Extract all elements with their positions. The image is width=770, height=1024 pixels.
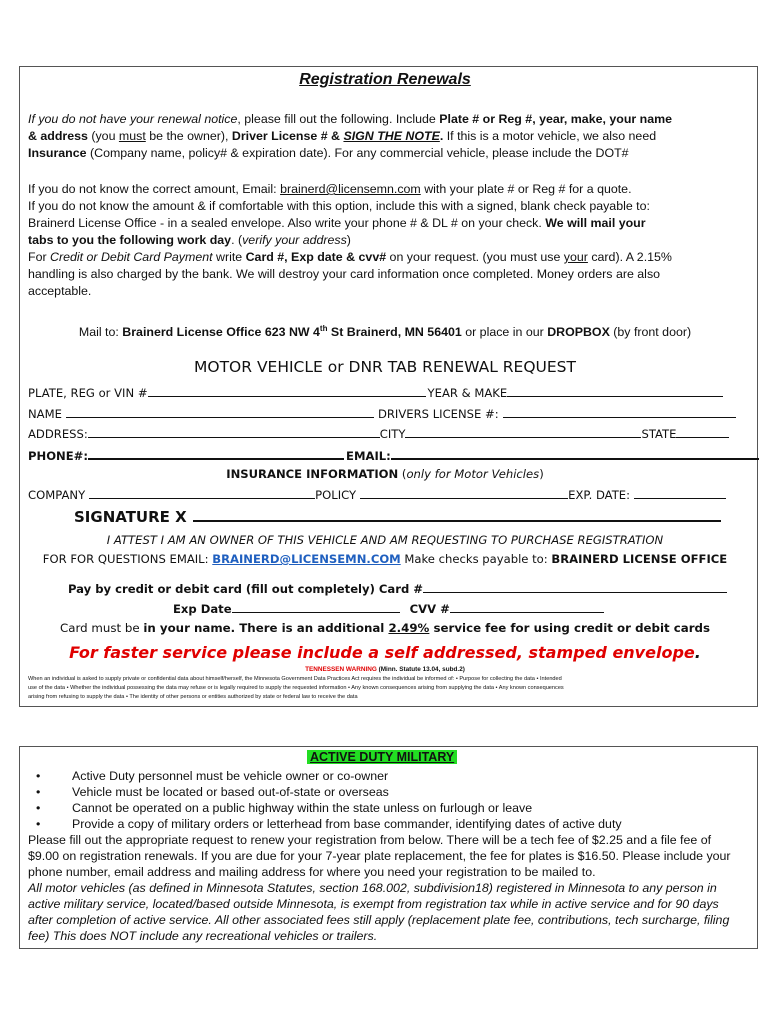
amount-line-1: If you do not know the correct amount, Email: brainerd@licensemn.com with your plate # or Reg # for a quote.	[28, 182, 632, 196]
intro-line-2: & address (you must be the owner), Driver License # & SIGN THE NOTE. If this is a motor vehicle, we also need	[28, 129, 657, 143]
quote-email-link[interactable]: brainerd@licensemn.com	[280, 182, 421, 196]
tennessen-line-1: When an individual is asked to supply private or confidential data about himself/herself, the Minnesota Government Data Practices Act requires the individual be informed of: • Purpose for collecting the data • Intended	[28, 676, 562, 682]
page-title: Registration Renewals	[299, 71, 471, 88]
tennessen-line-3: arising from refusing to supply the data • The identity of other persons or entities authorized by state or federal law to receive the data	[28, 694, 358, 700]
address-field[interactable]	[88, 426, 380, 438]
military-bullet	[36, 800, 40, 817]
city-field[interactable]	[405, 426, 641, 438]
amount-line-4: tabs to you the following work day. (verify your address)	[28, 233, 351, 247]
amount-line-5: For Credit or Debit Card Payment write Card #, Exp date & cvv# on your request. (you must use your card). A 2.15%	[28, 250, 672, 264]
plate-field[interactable]	[148, 385, 426, 397]
name-field[interactable]	[66, 406, 374, 418]
faster-service-note: For faster service please include a self addressed, stamped envelope.	[69, 643, 701, 662]
row-plate-year: PLATE, REG or VIN # YEAR & MAKE	[28, 385, 740, 400]
military-para-line-1: Please fill out the appropriate request to renew your registration from below. There will be a tech fee of $2.25 and a file fee of	[28, 833, 712, 847]
row-address: ADDRESS: CITY STATE	[28, 426, 740, 441]
questions-line: FOR FOR QUESTIONS EMAIL: BRAINERD@LICENSEMN.COM Make checks payable to: BRAINERD LICENSE OFFICE	[42, 552, 728, 566]
military-italic-line-4: fee) This does NOT include any recreational vehicles or trailers.	[28, 929, 378, 943]
amount-line-3: Brainerd License Office - in a sealed envelope. Also write your phone # & DL # on your check. We will mail your	[28, 216, 646, 230]
military-italic-line-3: after completion of active service. All other associated fees still apply (replacement plate fee, contributions, tech surcharge, filing	[28, 913, 730, 927]
exp-cvv-row: Exp Date CVV #	[173, 601, 604, 616]
intro-line-1: If you do not have your renewal notice, please fill out the following. Include Plate # or Reg #, year, make, your name	[28, 112, 673, 126]
military-bullet-text: Active Duty personnel must be vehicle owner or co-owner	[72, 769, 389, 783]
state-field[interactable]	[676, 426, 729, 438]
signature-field[interactable]	[193, 508, 721, 522]
military-italic-line-2: active military service, located/based outside Minnesota, is exempt from registration tax while in active service and for 90 days	[28, 897, 719, 911]
bullet-icon: •	[36, 801, 41, 815]
form-heading: MOTOR VEHICLE or DNR TAB RENEWAL REQUEST	[194, 358, 576, 376]
policy-field[interactable]	[360, 487, 568, 499]
military-italic-line-1: All motor vehicles (as defined in Minnesota Statutes, section 168.002, subdivision18) registered in Minnesota to any person in	[28, 881, 717, 895]
amount-line-2: If you do not know the amount & if comfortable with this option, include this with a signed, blank check payable to:	[28, 199, 650, 213]
card-number-field[interactable]	[423, 581, 727, 593]
year-make-field[interactable]	[507, 385, 723, 397]
row-phone-email: PHONE#: EMAIL:	[28, 447, 740, 463]
email-field[interactable]	[391, 447, 759, 460]
amount-line-6: handling is also charged by the bank. We will destroy your card information once completed. Money orders are also	[28, 267, 661, 281]
military-bullet	[36, 816, 40, 833]
tennessen-line-2: use of the data • Whether the individual possessing the data may refuse or is legally required to supply the requested information • Any known consequences arising from supplying the data • Any known consequences	[28, 685, 564, 691]
military-heading: ACTIVE DUTY MILITARY	[307, 750, 457, 764]
card-fee-line: Card must be in your name. There is an additional 2.49% service fee for using credit or debit cards	[60, 621, 710, 635]
military-para-line-3: phone number, email address and mailing address for where you need your registration to be mailed to.	[28, 865, 596, 879]
bullet-icon: •	[36, 817, 41, 831]
cvv-field[interactable]	[450, 601, 604, 613]
tennessen-heading: TENNESSEN WARNING (Minn. Statute 13.04, subd.2)	[305, 666, 465, 673]
drivers-license-field[interactable]	[503, 406, 736, 418]
mail-to-line: Mail to: Brainerd License Office 623 NW 4th St Brainerd, MN 56401 or place in our DROPBOX (by front door)	[78, 324, 692, 340]
military-bullet-text: Vehicle must be located or based out-of-state or overseas	[72, 785, 389, 799]
military-bullet-text: Provide a copy of military orders or letterhead from base commander, identifying dates of active duty	[72, 817, 622, 831]
signature-row: SIGNATURE X	[74, 508, 721, 526]
bullet-icon: •	[36, 769, 41, 783]
card-number-row: Pay by credit or debit card (fill out completely) Card #	[68, 581, 727, 596]
insurance-heading: INSURANCE INFORMATION (only for Motor Vehicles)	[226, 467, 544, 481]
military-para-line-2: $9.00 on registration renewals. If you are due for your 7-year plate replacement, the fee for plates is $16.50. Please include your	[28, 849, 731, 863]
exp-date-field[interactable]	[634, 487, 726, 499]
military-bullet-text: Cannot be operated on a public highway within the state unless on furlough or leave	[72, 801, 533, 815]
row-name-dl: NAME DRIVERS LICENSE #:	[28, 406, 740, 421]
row-insurance: COMPANY POLICY EXP. DATE:	[28, 487, 740, 502]
intro-line-3: Insurance (Company name, policy# & expiration date). For any commercial vehicle, please include the DOT#	[28, 146, 629, 160]
card-exp-field[interactable]	[232, 601, 400, 613]
company-field[interactable]	[89, 487, 315, 499]
attest-statement: I ATTEST I AM AN OWNER OF THIS VEHICLE AND AM REQUESTING TO PURCHASE REGISTRATION	[106, 533, 664, 547]
military-bullet	[36, 784, 40, 801]
bullet-icon: •	[36, 785, 41, 799]
military-bullet	[36, 768, 40, 785]
questions-email-link[interactable]: BRAINERD@LICENSEMN.COM	[212, 552, 401, 566]
amount-line-7: acceptable.	[28, 284, 92, 298]
phone-field[interactable]	[88, 447, 344, 460]
